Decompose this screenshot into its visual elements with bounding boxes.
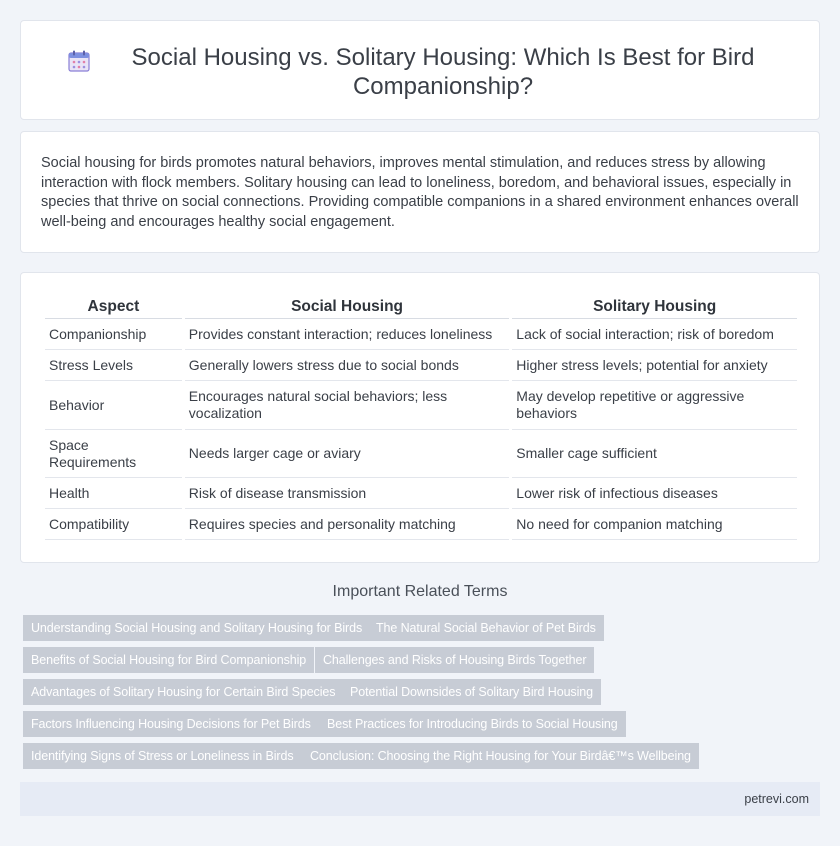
- summary-card: [20, 131, 820, 253]
- cell-social: Encourages natural social behaviors; less vocalization: [185, 381, 510, 430]
- related-terms-title: Important Related Terms: [332, 583, 508, 600]
- cell-aspect: Space Requirements: [45, 430, 182, 478]
- title-wrap: [21, 21, 819, 101]
- cell-solitary: Smaller cage sufficient: [512, 430, 797, 478]
- cell-aspect: Compatibility: [45, 509, 182, 540]
- cell-social: Risk of disease transmission: [185, 478, 510, 509]
- cell-social: Requires species and personality matching: [185, 509, 510, 540]
- cell-solitary: Lack of social interaction; risk of boredom: [512, 319, 797, 350]
- cell-aspect: Behavior: [45, 381, 182, 430]
- cell-solitary: No need for companion matching: [512, 509, 797, 540]
- table-header-row: [45, 295, 797, 319]
- header-aspect: Aspect: [45, 295, 182, 319]
- header-card: [20, 20, 820, 120]
- related-term-link[interactable]: Advantages of Solitary Housing for Certain Bird Species: [23, 679, 343, 705]
- table-row: [45, 509, 797, 540]
- cell-aspect: Health: [45, 478, 182, 509]
- header-solitary-housing: Solitary Housing: [512, 295, 797, 319]
- related-term-link[interactable]: The Natural Social Behavior of Pet Birds: [368, 615, 604, 641]
- related-term-link[interactable]: Benefits of Social Housing for Bird Companionship: [23, 647, 314, 673]
- related-term-link[interactable]: Conclusion: Choosing the Right Housing for Your Birdâ€™s Wellbeing: [302, 743, 699, 769]
- cell-solitary: Lower risk of infectious diseases: [512, 478, 797, 509]
- comparison-card: [20, 272, 820, 563]
- cell-solitary: May develop repetitive or aggressive behaviors: [512, 381, 797, 430]
- table-row: [45, 319, 797, 350]
- cell-aspect: Stress Levels: [45, 350, 182, 381]
- table-row: [45, 381, 797, 430]
- related-term-link[interactable]: Factors Influencing Housing Decisions for Pet Birds: [23, 711, 319, 737]
- related-term-link[interactable]: Potential Downsides of Solitary Bird Housing: [342, 679, 601, 705]
- related-term-link[interactable]: Understanding Social Housing and Solitary Housing for Birds: [23, 615, 370, 641]
- related-term-link[interactable]: Best Practices for Introducing Birds to Social Housing: [319, 711, 626, 737]
- cell-aspect: Companionship: [45, 319, 182, 350]
- related-term-link[interactable]: Challenges and Risks of Housing Birds Together: [315, 647, 594, 673]
- comparison-table: [42, 295, 800, 540]
- cell-social: Generally lowers stress due to social bonds: [185, 350, 510, 381]
- cell-social: Needs larger cage or aviary: [185, 430, 510, 478]
- table-row: [45, 350, 797, 381]
- cell-social: Provides constant interaction; reduces loneliness: [185, 319, 510, 350]
- related-term-link[interactable]: Identifying Signs of Stress or Loneliness in Birds: [23, 743, 302, 769]
- table-row: [45, 478, 797, 509]
- header-social-housing: Social Housing: [185, 295, 510, 319]
- table-row: [45, 430, 797, 478]
- page-title: Social Housing vs. Solitary Housing: Which Is Best for Bird Companionship?: [131, 44, 755, 100]
- summary-text: Social housing for birds promotes natural behaviors, improves mental stimulation, and reduces stress by allowing interaction with flock members. Solitary housing can lead to loneliness, boredom, and behavioral issues, especially in species that thrive on social connections. Providing compatible companions in a shared environment enhances overall well-being and encourages healthy social engagement.: [41, 155, 799, 230]
- cell-solitary: Higher stress levels; potential for anxiety: [512, 350, 797, 381]
- calendar-icon: [67, 49, 91, 73]
- footer: [20, 782, 820, 816]
- footer-site: petrevi.com: [744, 792, 809, 806]
